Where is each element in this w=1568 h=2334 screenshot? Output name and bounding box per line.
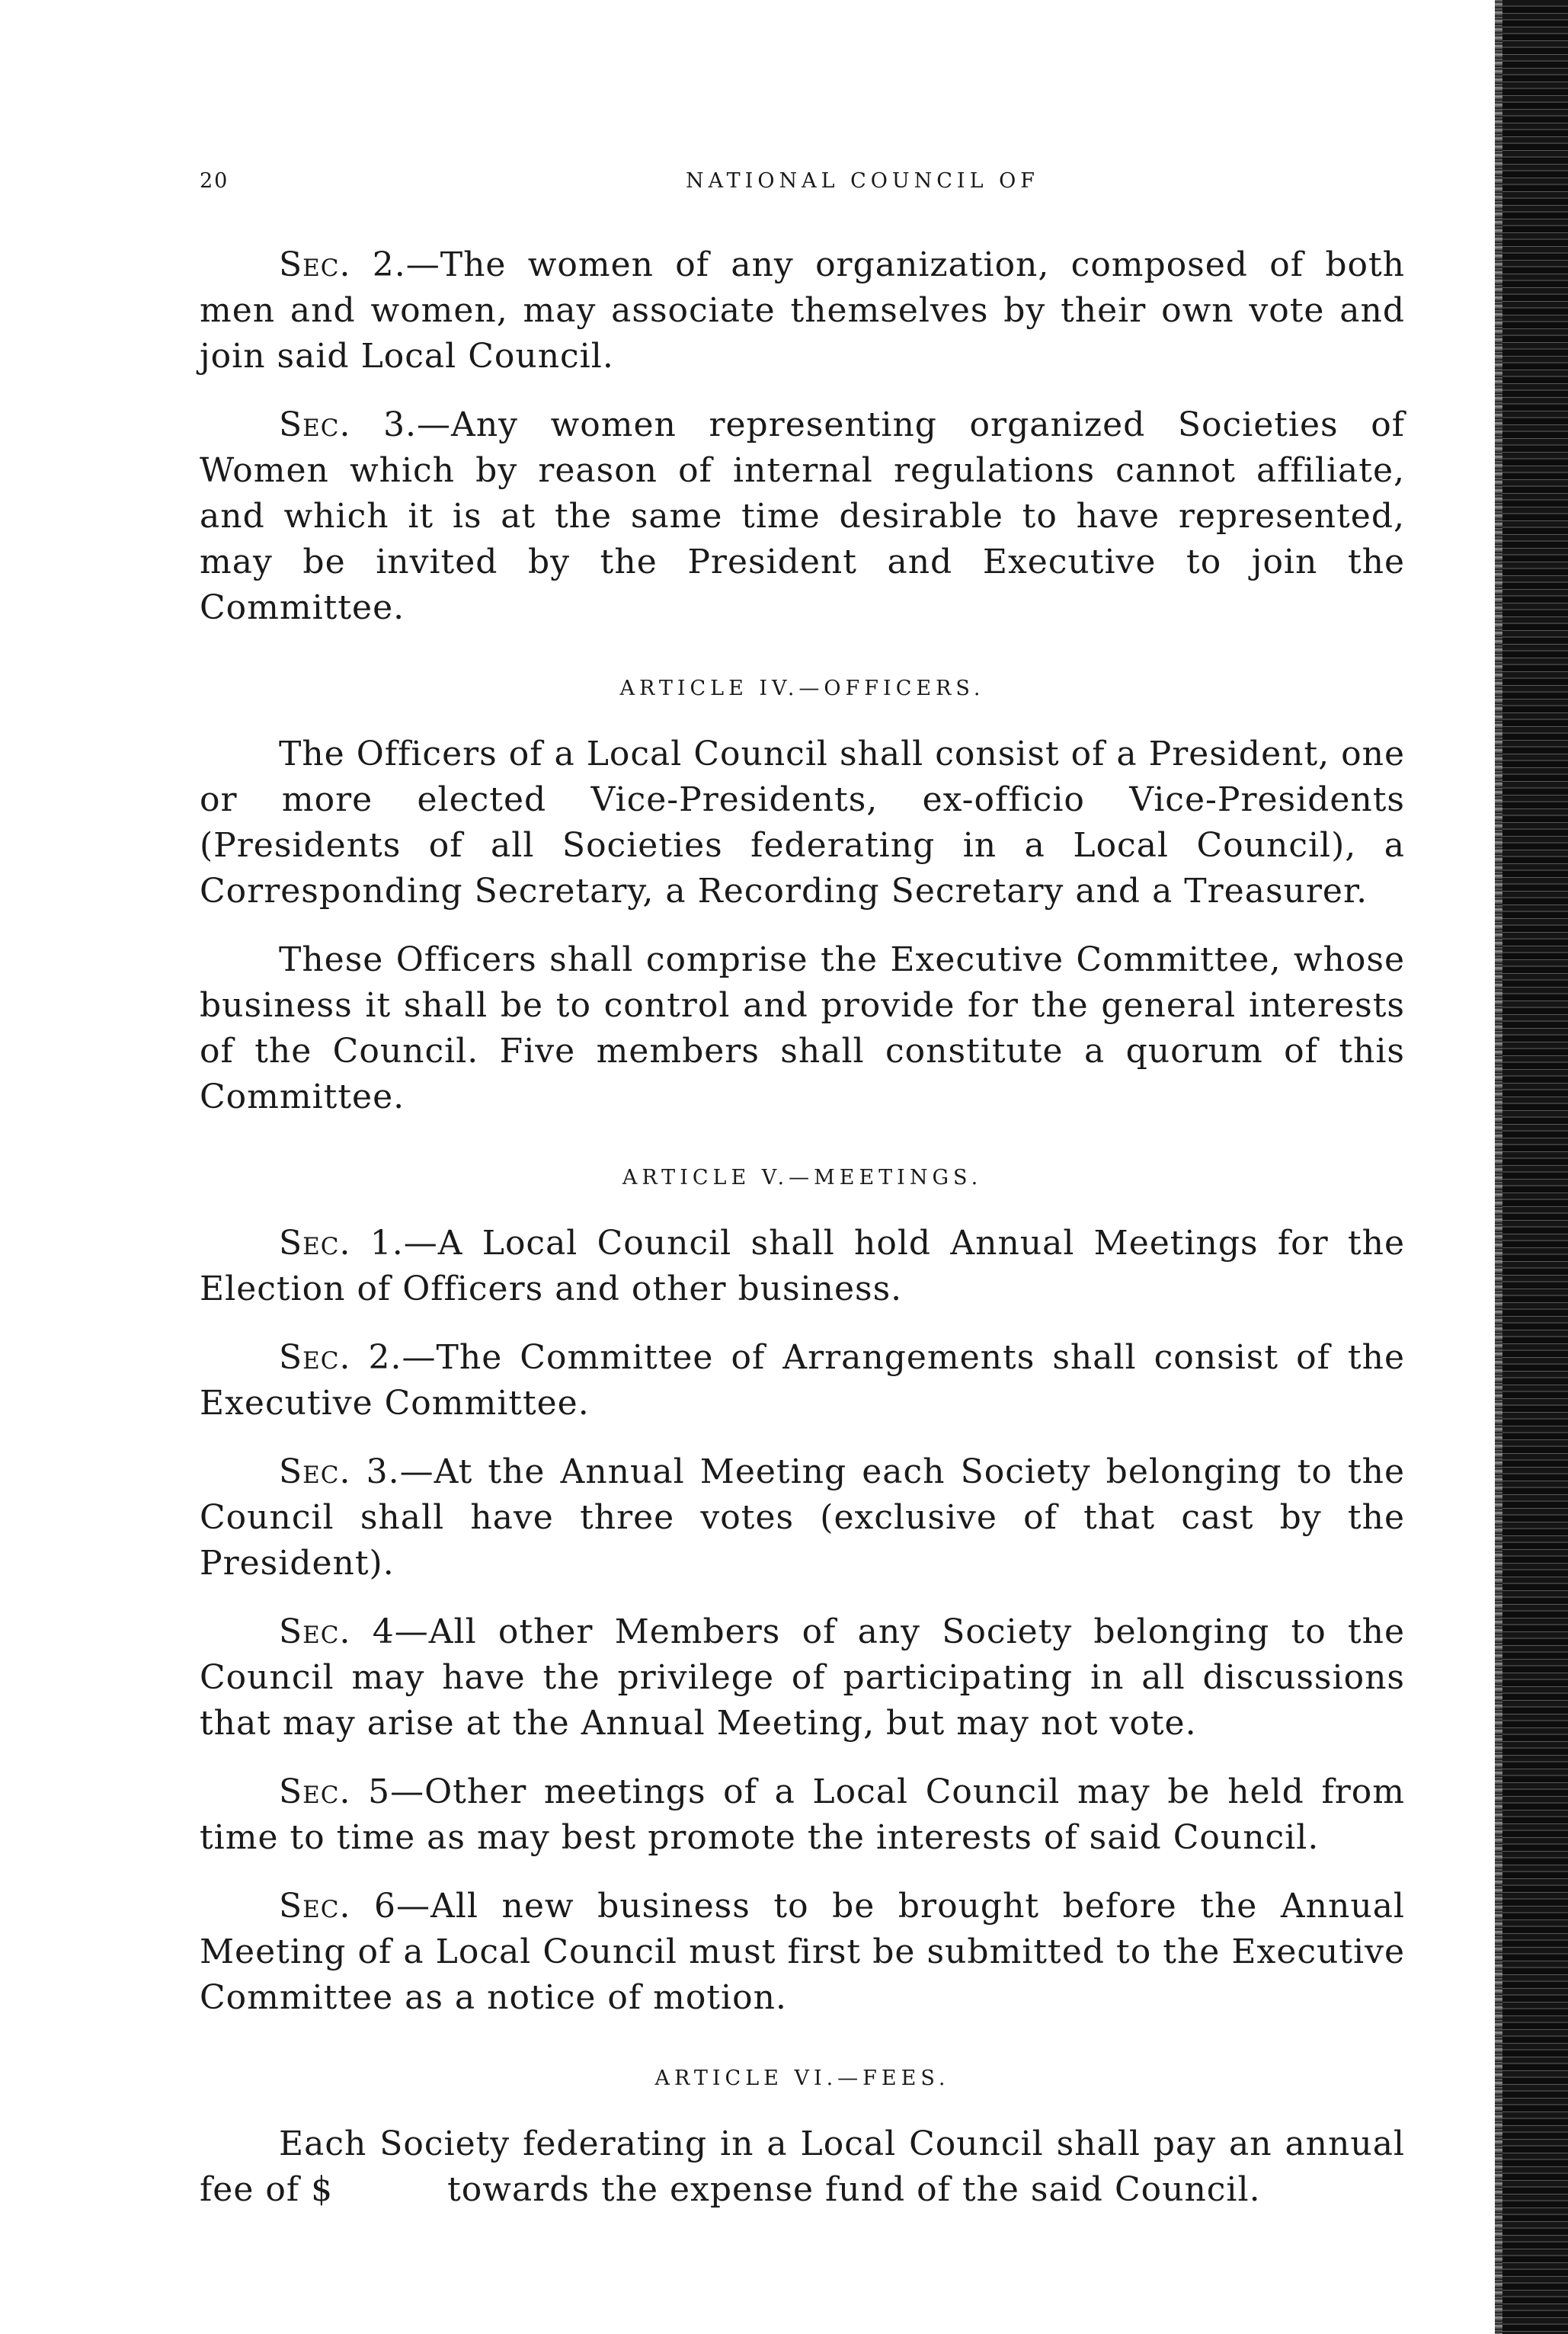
section-text: —Other meetings of a Local Council may be held from time to time as may best promote the interests of said Council. bbox=[200, 1772, 1405, 1857]
article-v-heading: ARTICLE V.—MEETINGS. bbox=[622, 1166, 983, 1189]
article-v-sec-5 bbox=[200, 1769, 1405, 1861]
article-v-sec-2 bbox=[200, 1335, 1405, 1426]
section-text: —All other Members of any Society belonging to the Council may have the privilege of participating in all discussions that may arise at the Annual Meeting, but may not vote. bbox=[200, 1612, 1405, 1743]
article-iv-heading: ARTICLE IV.—OFFICERS. bbox=[619, 677, 985, 700]
section-label: Sec. 3. bbox=[279, 1452, 400, 1491]
article-v-sec-4 bbox=[200, 1609, 1405, 1746]
scan-binding-edge bbox=[1495, 0, 1568, 2334]
section-label: Sec. 1. bbox=[279, 1224, 404, 1263]
page-header bbox=[200, 169, 1405, 200]
article-vi-paragraph bbox=[200, 2121, 1405, 2213]
article-v-sec-1 bbox=[200, 1221, 1405, 1312]
section-label: Sec. 3. bbox=[279, 405, 418, 444]
section-label: Sec. 2. bbox=[279, 245, 406, 284]
fee-text-before-blank: Each Society federating in a Local Council shall pay an annual fee of $ bbox=[200, 2124, 1405, 2209]
article-iv-paragraph-2: These Officers shall comprise the Executive Committee, whose business it shall be to control and provide for the general interests of the Council. Five members shall constitute a quorum of this Committee. bbox=[200, 940, 1405, 1116]
section-label: Sec. 4 bbox=[279, 1612, 395, 1651]
section-label: Sec. 6 bbox=[279, 1887, 397, 1926]
section-text: —Any women representing organized Societies of Women which by reason of internal regulations cannot affiliate, and which it is at the same time desirable to have represented, may be invited by the President and Executive to join the Committee. bbox=[200, 405, 1405, 627]
article-v-sec-3 bbox=[200, 1449, 1405, 1586]
article-vi-heading: ARTICLE VI.—FEES. bbox=[654, 2067, 950, 2090]
section-text: —At the Annual Meeting each Society belonging to the Council shall have three votes (exclusive of that cast by the President). bbox=[200, 1452, 1405, 1583]
article-iii-sec-2 bbox=[200, 242, 1405, 379]
page-number: 20 bbox=[200, 169, 229, 193]
article-iv-paragraph-1: The Officers of a Local Council shall consist of a President, one or more elected Vice-Presidents, ex-officio Vice-Presidents (Presidents of all Societies federating in a Local Council), a Corresponding Secretary, a Recording Secretary and a Treasurer. bbox=[200, 735, 1405, 911]
section-text: —The women of any organization, composed of both men and women, may associate themselves by their own vote and join said Local Council. bbox=[200, 245, 1405, 376]
page-body bbox=[200, 242, 1405, 2236]
fee-text-after-blank: towards the expense fund of the said Council. bbox=[447, 2170, 1261, 2209]
article-v-sec-6 bbox=[200, 1884, 1405, 2021]
section-label: Sec. 5 bbox=[279, 1772, 391, 1811]
section-label: Sec. 2. bbox=[279, 1338, 402, 1377]
running-title: NATIONAL COUNCIL OF bbox=[686, 169, 1039, 193]
section-text: —A Local Council shall hold Annual Meetings for the Election of Officers and other business. bbox=[200, 1224, 1405, 1308]
section-text: —The Committee of Arrangements shall consist of the Executive Committee. bbox=[200, 1338, 1405, 1423]
section-text: —All new business to be brought before the Annual Meeting of a Local Council must first be submitted to the Executive Committee as a notice of motion. bbox=[200, 1887, 1405, 2017]
article-iii-sec-3 bbox=[200, 402, 1405, 631]
